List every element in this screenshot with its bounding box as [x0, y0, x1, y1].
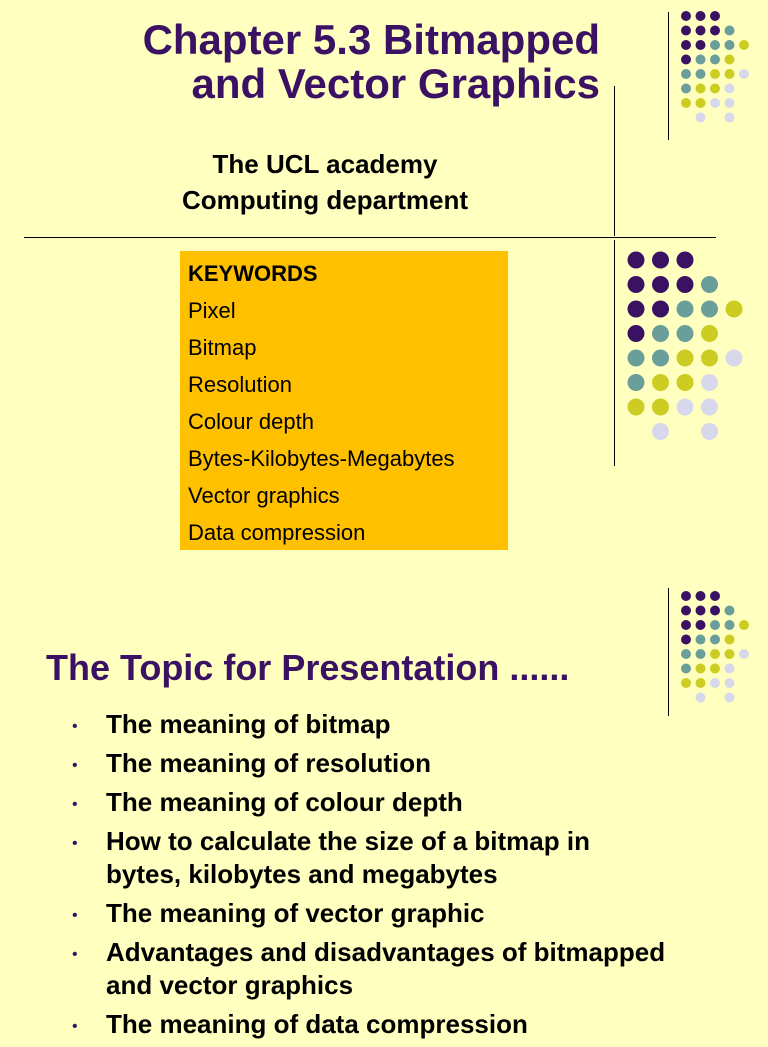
- divider-vertical-top: [614, 86, 615, 236]
- decor-dot: [701, 374, 718, 391]
- decor-dot: [681, 620, 691, 630]
- topic-text: The meaning of data compression: [106, 1009, 528, 1039]
- bullet-icon: •: [72, 718, 78, 735]
- decor-dot: [652, 252, 669, 269]
- decor-dot: [696, 693, 706, 703]
- decor-dot: [710, 606, 720, 616]
- topic-text: How to calculate the size of a bitmap in bytes, kilobytes and megabytes: [106, 826, 590, 889]
- decor-dot: [725, 678, 735, 688]
- decor-dot: [696, 591, 706, 601]
- keywords-heading: KEYWORDS: [188, 261, 318, 286]
- topic-item: [72, 708, 672, 741]
- decor-dot: [677, 252, 694, 269]
- decor-dot: [725, 113, 735, 123]
- decor-dot: [677, 350, 694, 367]
- decor-dot: [739, 40, 749, 50]
- decor-dot: [739, 620, 749, 630]
- bullet-icon: •: [72, 757, 78, 774]
- decor-dot: [739, 69, 749, 79]
- decor-dot: [696, 55, 706, 65]
- decor-dot: [725, 84, 735, 94]
- topic-text: The meaning of resolution: [106, 748, 432, 778]
- keyword-item: Vector graphics: [188, 483, 340, 508]
- decor-dot: [696, 678, 706, 688]
- decor-dot: [725, 635, 735, 645]
- decor-dot: [725, 606, 735, 616]
- decor-dot: [652, 399, 669, 416]
- bullet-icon: •: [72, 1018, 78, 1035]
- decor-dot: [696, 649, 706, 659]
- decor-dot: [652, 350, 669, 367]
- decor-dot: [681, 649, 691, 659]
- decor-dot: [725, 98, 735, 108]
- decor-dots-large: [620, 246, 750, 446]
- decor-dot: [652, 374, 669, 391]
- decor-dot: [725, 26, 735, 36]
- dot-grid-large: [628, 252, 743, 441]
- decor-dot: [681, 98, 691, 108]
- decor-dots-small: [678, 8, 758, 124]
- topic-text: The meaning of colour depth: [106, 787, 463, 817]
- decor-dot: [677, 325, 694, 342]
- topic-item: [72, 786, 672, 819]
- keyword-item: Colour depth: [188, 409, 314, 434]
- decor-dot: [681, 664, 691, 674]
- decor-dot: [701, 276, 718, 293]
- decor-dot: [696, 84, 706, 94]
- decor-dot: [696, 113, 706, 123]
- decor-dot: [681, 69, 691, 79]
- title-line-2: and Vector Graphics: [191, 60, 600, 107]
- decor-dot: [725, 649, 735, 659]
- decor-dot: [710, 591, 720, 601]
- decor-dot: [696, 98, 706, 108]
- decor-dot: [696, 606, 706, 616]
- topic-item: [72, 1008, 672, 1041]
- topic-text: Advantages and disadvantages of bitmapped and vector graphics: [106, 937, 666, 1000]
- decor-dot: [681, 84, 691, 94]
- keyword-item: Pixel: [188, 298, 236, 323]
- decor-dot: [701, 350, 718, 367]
- decor-dot: [696, 26, 706, 36]
- topic-item: [72, 936, 672, 1002]
- decor-dot: [710, 678, 720, 688]
- decor-dot: [710, 40, 720, 50]
- bullet-icon: •: [72, 946, 78, 963]
- decor-dot: [710, 69, 720, 79]
- keyword-item: Bitmap: [188, 335, 257, 360]
- decor-dot: [726, 301, 743, 318]
- keywords-box: [180, 251, 508, 550]
- decor-dot: [681, 11, 691, 21]
- slide-subtitle: [60, 146, 590, 218]
- decor-dot: [696, 40, 706, 50]
- decor-dot: [652, 325, 669, 342]
- decor-dot: [701, 301, 718, 318]
- dot-grid-slide2: [681, 591, 749, 703]
- decor-dot: [696, 664, 706, 674]
- dot-grid-small: [681, 11, 749, 123]
- divider-vertical-accent-slide2: [668, 588, 669, 716]
- decor-dot: [739, 649, 749, 659]
- decor-dot: [628, 325, 645, 342]
- bullet-icon: •: [72, 835, 78, 852]
- bullet-icon: •: [72, 907, 78, 924]
- topic-list: [72, 708, 672, 1047]
- decor-dot: [710, 635, 720, 645]
- decor-dot: [681, 635, 691, 645]
- decor-dot: [725, 40, 735, 50]
- decor-dot: [652, 423, 669, 440]
- decor-dot: [725, 69, 735, 79]
- decor-dot: [681, 55, 691, 65]
- bullet-icon: •: [72, 796, 78, 813]
- decor-dot: [628, 276, 645, 293]
- subtitle-line-1: The UCL academy: [212, 149, 438, 179]
- decor-dot: [710, 664, 720, 674]
- divider-vertical-accent-top: [668, 12, 669, 140]
- decor-dot: [725, 693, 735, 703]
- keyword-item: Data compression: [188, 520, 366, 545]
- slide-2-title: The Topic for Presentation ......: [46, 647, 570, 688]
- decor-dot: [677, 374, 694, 391]
- decor-dot: [677, 276, 694, 293]
- decor-dot: [696, 620, 706, 630]
- decor-dot: [725, 664, 735, 674]
- decor-dot: [710, 26, 720, 36]
- decor-dot: [628, 301, 645, 318]
- decor-dot: [701, 423, 718, 440]
- decor-dot: [710, 55, 720, 65]
- divider-vertical-bottom: [614, 240, 615, 466]
- decor-dot: [696, 635, 706, 645]
- decor-dot: [677, 399, 694, 416]
- title-line-1: Chapter 5.3 Bitmapped: [142, 16, 600, 63]
- decor-dot: [726, 350, 743, 367]
- decor-dot: [696, 11, 706, 21]
- decor-dot: [677, 301, 694, 318]
- keyword-item: Bytes-Kilobytes-Megabytes: [188, 446, 455, 471]
- subtitle-line-2: Computing department: [182, 185, 468, 215]
- decor-dot: [710, 11, 720, 21]
- decor-dot: [681, 40, 691, 50]
- topic-text: The meaning of vector graphic: [106, 898, 485, 928]
- keyword-item: Resolution: [188, 372, 292, 397]
- decor-dot: [628, 252, 645, 269]
- decor-dot: [701, 399, 718, 416]
- topic-item: [72, 897, 672, 930]
- decor-dot: [710, 84, 720, 94]
- topic-text: The meaning of bitmap: [106, 709, 391, 739]
- decor-dot: [710, 98, 720, 108]
- decor-dot: [681, 678, 691, 688]
- decor-dot: [652, 276, 669, 293]
- decor-dot: [681, 591, 691, 601]
- decor-dot: [681, 606, 691, 616]
- slide-title: [40, 18, 600, 106]
- decor-dot: [652, 301, 669, 318]
- topic-item: [72, 747, 672, 780]
- topic-item: [72, 825, 672, 891]
- decor-dot: [628, 374, 645, 391]
- decor-dot: [701, 325, 718, 342]
- decor-dots-slide2: [678, 588, 758, 704]
- decor-dot: [710, 649, 720, 659]
- decor-dot: [725, 55, 735, 65]
- decor-dot: [628, 399, 645, 416]
- decor-dot: [725, 620, 735, 630]
- decor-dot: [710, 620, 720, 630]
- slide-2: [0, 576, 768, 1039]
- decor-dot: [696, 69, 706, 79]
- divider-horizontal: [24, 237, 716, 238]
- decor-dot: [628, 350, 645, 367]
- decor-dot: [681, 26, 691, 36]
